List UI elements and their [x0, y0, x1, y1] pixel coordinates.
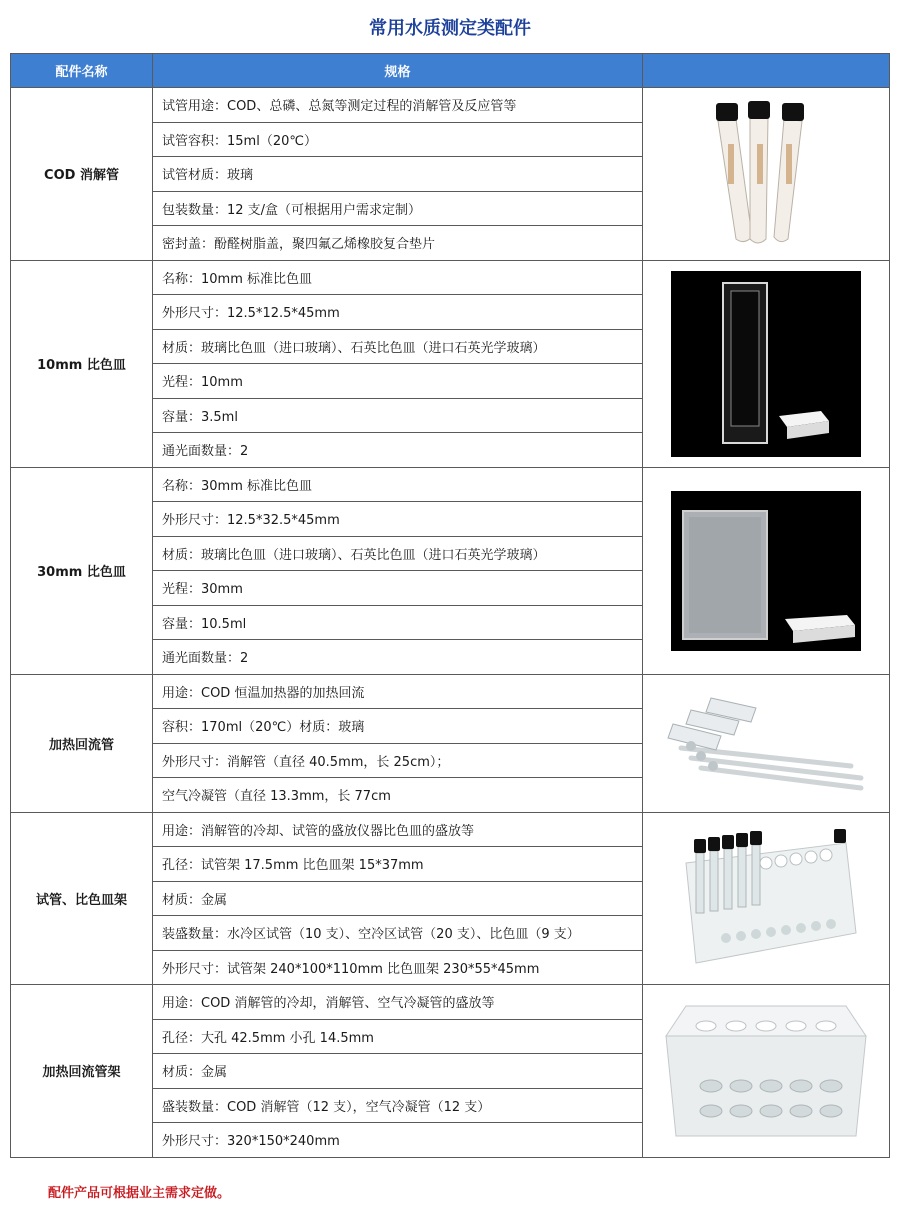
- table-row: [11, 467, 890, 502]
- spec-value: 密封盖：酚醛树脂盖，聚四氟乙烯橡胶复合垫片: [153, 226, 643, 261]
- spec-value: 通光面数量：2: [153, 640, 643, 675]
- spec-value: 外形尺寸：12.5*32.5*45mm: [153, 502, 643, 537]
- spec-value: 材质：金属: [153, 881, 643, 916]
- item-name: 加热回流管架: [11, 985, 153, 1158]
- spec-value: 试管容积：15ml（20℃）: [153, 122, 643, 157]
- table-row: [11, 985, 890, 1020]
- spec-value: 名称：30mm 标准比色皿: [153, 467, 643, 502]
- cuvette-10mm-icon: [643, 260, 890, 467]
- spec-value: 孔径：试管架 17.5mm 比色皿架 15*37mm: [153, 847, 643, 882]
- spec-value: 名称：10mm 标准比色皿: [153, 260, 643, 295]
- table-row: [11, 674, 890, 709]
- reflux-tubes-icon: [643, 674, 890, 812]
- spec-value: 外形尺寸：试管架 240*100*110mm 比色皿架 230*55*45mm: [153, 950, 643, 985]
- spec-value: 用途：消解管的冷却、试管的盛放仪器比色皿的盛放等: [153, 812, 643, 847]
- test-tubes-icon: [643, 88, 890, 261]
- header-image: [643, 54, 890, 88]
- reflux-rack-icon: [643, 985, 890, 1158]
- table-row: [11, 260, 890, 295]
- spec-value: 材质：玻璃比色皿（进口玻璃）、石英比色皿（进口石英光学玻璃）: [153, 536, 643, 571]
- spec-value: 材质：玻璃比色皿（进口玻璃）、石英比色皿（进口石英光学玻璃）: [153, 329, 643, 364]
- item-name: 30mm 比色皿: [11, 467, 153, 674]
- header-spec: 规格: [153, 54, 643, 88]
- spec-value: 用途：COD 恒温加热器的加热回流: [153, 674, 643, 709]
- item-name: 试管、比色皿架: [11, 812, 153, 985]
- spec-value: 光程：30mm: [153, 571, 643, 606]
- footnote: 配件产品可根据业主需求定做。: [48, 1186, 231, 1201]
- spec-value: 空气冷凝管（直径 13.3mm，长 77cm: [153, 778, 643, 813]
- accessories-table: [10, 53, 890, 1158]
- spec-value: 试管用途：COD、总磷、总氮等测定过程的消解管及反应管等: [153, 88, 643, 123]
- spec-value: 孔径：大孔 42.5mm 小孔 14.5mm: [153, 1019, 643, 1054]
- spec-value: 材质：金属: [153, 1054, 643, 1089]
- spec-value: 用途：COD 消解管的冷却，消解管、空气冷凝管的盛放等: [153, 985, 643, 1020]
- table-header-row: [11, 54, 890, 88]
- spec-value: 通光面数量：2: [153, 433, 643, 468]
- item-name: 加热回流管: [11, 674, 153, 812]
- spec-value: 容量：3.5ml: [153, 398, 643, 433]
- spec-value: 光程：10mm: [153, 364, 643, 399]
- table-row: [11, 88, 890, 123]
- spec-value: 盛装数量：COD 消解管（12 支），空气冷凝管（12 支）: [153, 1088, 643, 1123]
- tube-rack-icon: [643, 812, 890, 985]
- cuvette-30mm-icon: [643, 467, 890, 674]
- spec-value: 容积：170ml（20℃）材质：玻璃: [153, 709, 643, 744]
- table-row: [11, 812, 890, 847]
- header-name: 配件名称: [11, 54, 153, 88]
- spec-value: 外形尺寸：消解管（直径 40.5mm，长 25cm）；: [153, 743, 643, 778]
- spec-value: 外形尺寸：12.5*12.5*45mm: [153, 295, 643, 330]
- spec-value: 外形尺寸：320*150*240mm: [153, 1123, 643, 1158]
- item-name: 10mm 比色皿: [11, 260, 153, 467]
- spec-value: 包装数量：12 支/盒（可根据用户需求定制）: [153, 191, 643, 226]
- item-name: COD 消解管: [11, 88, 153, 261]
- spec-value: 装盛数量：水冷区试管（10 支）、空冷区试管（20 支）、比色皿（9 支）: [153, 916, 643, 951]
- page-title: 常用水质测定类配件: [369, 18, 531, 39]
- spec-value: 容量：10.5ml: [153, 605, 643, 640]
- spec-value: 试管材质：玻璃: [153, 157, 643, 192]
